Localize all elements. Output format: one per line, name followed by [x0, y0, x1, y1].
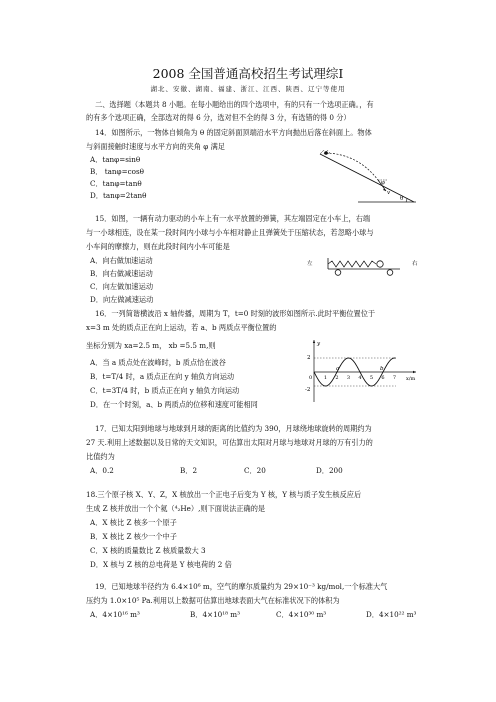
- q18-option-d: D．X 核与 Z 核的总电荷是 Y 核电荷的 2 倍: [90, 560, 232, 569]
- q15-stem-line2: 与一小球相连，设在某一段时间内小球与小车相对静止且弹簧处于压缩状态，若忽略小球与: [86, 228, 374, 237]
- page-title: 2008 全国普通高校招生考试理综Ⅰ: [152, 66, 344, 81]
- q14-option-a: A．tanφ=sinθ: [90, 155, 141, 164]
- q14-stem-line1: 14．如图所示，一物体自倾角为 θ 的固定斜面顶端沿水平方向抛出后落在斜面上。物体: [95, 128, 372, 137]
- q16-option-c: C．t=3T/4 时，b 质点正在向 y 轴负方向运动: [90, 386, 240, 395]
- q15-left-label: 左: [307, 261, 313, 267]
- q15-option-d: D．向左做减速运动: [90, 295, 154, 304]
- q17-stem-line2: 27 天.利用上述数据以及日常的天文知识，可估算出太阳对月球与地球对月球的万有引力的: [86, 438, 373, 447]
- q16-stem-line1: 16．一列简谐横波沿 x 轴传播，周期为 T，t=0 时刻的波形如图所示.此时平衡位置位于: [95, 309, 376, 318]
- q16-x-tick-label: 5: [369, 375, 374, 381]
- q16-stem-line3: 坐标分别为 xa=2.5 m， xb =5.5 m,则: [86, 341, 216, 350]
- q18-option-c: C．X 核的质量数比 Z 核质量数大 3: [90, 546, 206, 555]
- q18-stem-line2: 生成 Z 核并放出一个个氦（⁴₂He）,则下面说法正确的是: [86, 504, 266, 513]
- q14-incline-figure: [318, 148, 418, 210]
- q19-option-a: A．4×10¹⁶ m³: [90, 610, 140, 619]
- q15-stem-line1: 15．如图，一辆有动力驱动的小车上有一水平放置的弹簧，其左端固定在小车上，右端: [95, 214, 371, 223]
- q16-x-tick-label: 7: [392, 375, 397, 381]
- q19-option-d: D．4×10²² m³: [366, 610, 417, 619]
- q19-option-b: B．4×10¹⁸ m³: [190, 610, 240, 619]
- q16-y-tick-neg: -2: [305, 387, 311, 393]
- q14-v-label: v: [387, 190, 391, 196]
- q14-option-d: D．tanφ=2tanθ: [90, 191, 147, 200]
- q16-y-tick-pos: 2: [307, 355, 311, 361]
- q19-stem-line2: 压约为 1.0×10⁵ Pa.利用以上数据可估算出地球表面大气在标准状况下的体积为: [86, 596, 340, 605]
- q17-option-d: D．200: [316, 466, 343, 475]
- q14-option-b: B． tanφ=cosθ: [90, 167, 144, 176]
- q15-stem-line3: 小车间的摩擦力，则在此段时间内小车可能是: [86, 242, 230, 251]
- section-instruction-line2: 的有多个选项正确，全部选对的得 6 分，选对但不全的得 3 分，有选错的得 0 分）: [86, 113, 351, 122]
- q18-stem-line1: 18.三个原子核 X、Y、Z，X 核放出一个正电子后变为 Y 核，Y 核与质子发生核反应后: [86, 490, 362, 499]
- q16-stem-line2: x=3 m 处的质点正在向上运动，若 a、b 两质点平衡位置的: [86, 323, 277, 332]
- q15-right-label: 右: [412, 261, 418, 267]
- q16-x-tick-label: 4: [358, 375, 362, 381]
- q16-x-tick-label: 6: [381, 375, 385, 381]
- q16-b-label: b: [380, 366, 384, 372]
- q17-option-b: B．2: [180, 466, 198, 475]
- q16-x-tick-label: 2: [335, 375, 339, 381]
- q18-option-a: A．X 核比 Z 核多一个原子: [90, 518, 177, 527]
- q16-x-tick-label: 3: [346, 375, 351, 381]
- q16-option-b: B．t=T/4 时，a 质点正在向 y 轴负方向运动: [90, 372, 235, 381]
- q15-option-c: C．向左做加速运动: [90, 282, 154, 291]
- q15-option-a: A．向右做加速运动: [90, 256, 153, 265]
- q18-option-b: B．X 核比 Z 核少一个中子: [90, 532, 177, 541]
- q17-stem-line1: 17．已知太阳到地球与地球到月球的距离的比值约为 390，月球绕地球旋转的周期约为: [95, 424, 372, 433]
- q16-y-axis-label: y: [317, 341, 321, 347]
- q15-option-b: B．向右做减速运动: [90, 269, 153, 278]
- q14-stem-line2: 与斜面接触时速度与水平方向的夹角 φ 满足: [86, 142, 225, 151]
- q16-x-axis-label: x/m: [406, 376, 416, 382]
- q16-option-a: A．当 a 质点处在波峰时，b 质点恰在波谷: [90, 358, 226, 367]
- q17-stem-line3: 比值约为: [86, 452, 115, 461]
- q19-stem-line1: 19．已知地球半径约为 6.4×10⁶ m，空气的摩尔质量约为 29×10⁻³ kg/mol,一个标准大气: [95, 582, 388, 591]
- q16-x-tick-label: 0: [309, 375, 313, 381]
- q14-phi-label: φ: [381, 180, 385, 186]
- q16-a-label: a: [336, 366, 340, 372]
- q14-theta-label: θ: [400, 196, 404, 202]
- section-instruction-line1: 二、选择题（本题共 8 小题。在每小题给出的四个选项中，有的只有一个选项正确。，有: [95, 100, 374, 109]
- q16-wave-figure: [300, 338, 420, 406]
- page-subtitle: 湖北、安徽、湖南、福建、浙江、江西、陕西、辽宁等使用: [150, 85, 346, 93]
- q19-option-c: C．4×10³⁰ m³: [276, 610, 327, 619]
- q16-x-tick-label: 1: [323, 375, 328, 381]
- q17-option-a: A．0.2: [90, 466, 114, 475]
- q17-option-c: C．20: [244, 466, 266, 475]
- q15-cart-figure: [306, 256, 420, 278]
- q16-option-d: D．在一个时刻，a、b 两质点的位移和速度可能相同: [90, 400, 258, 409]
- q14-option-c: C．tanφ=tanθ: [90, 179, 142, 188]
